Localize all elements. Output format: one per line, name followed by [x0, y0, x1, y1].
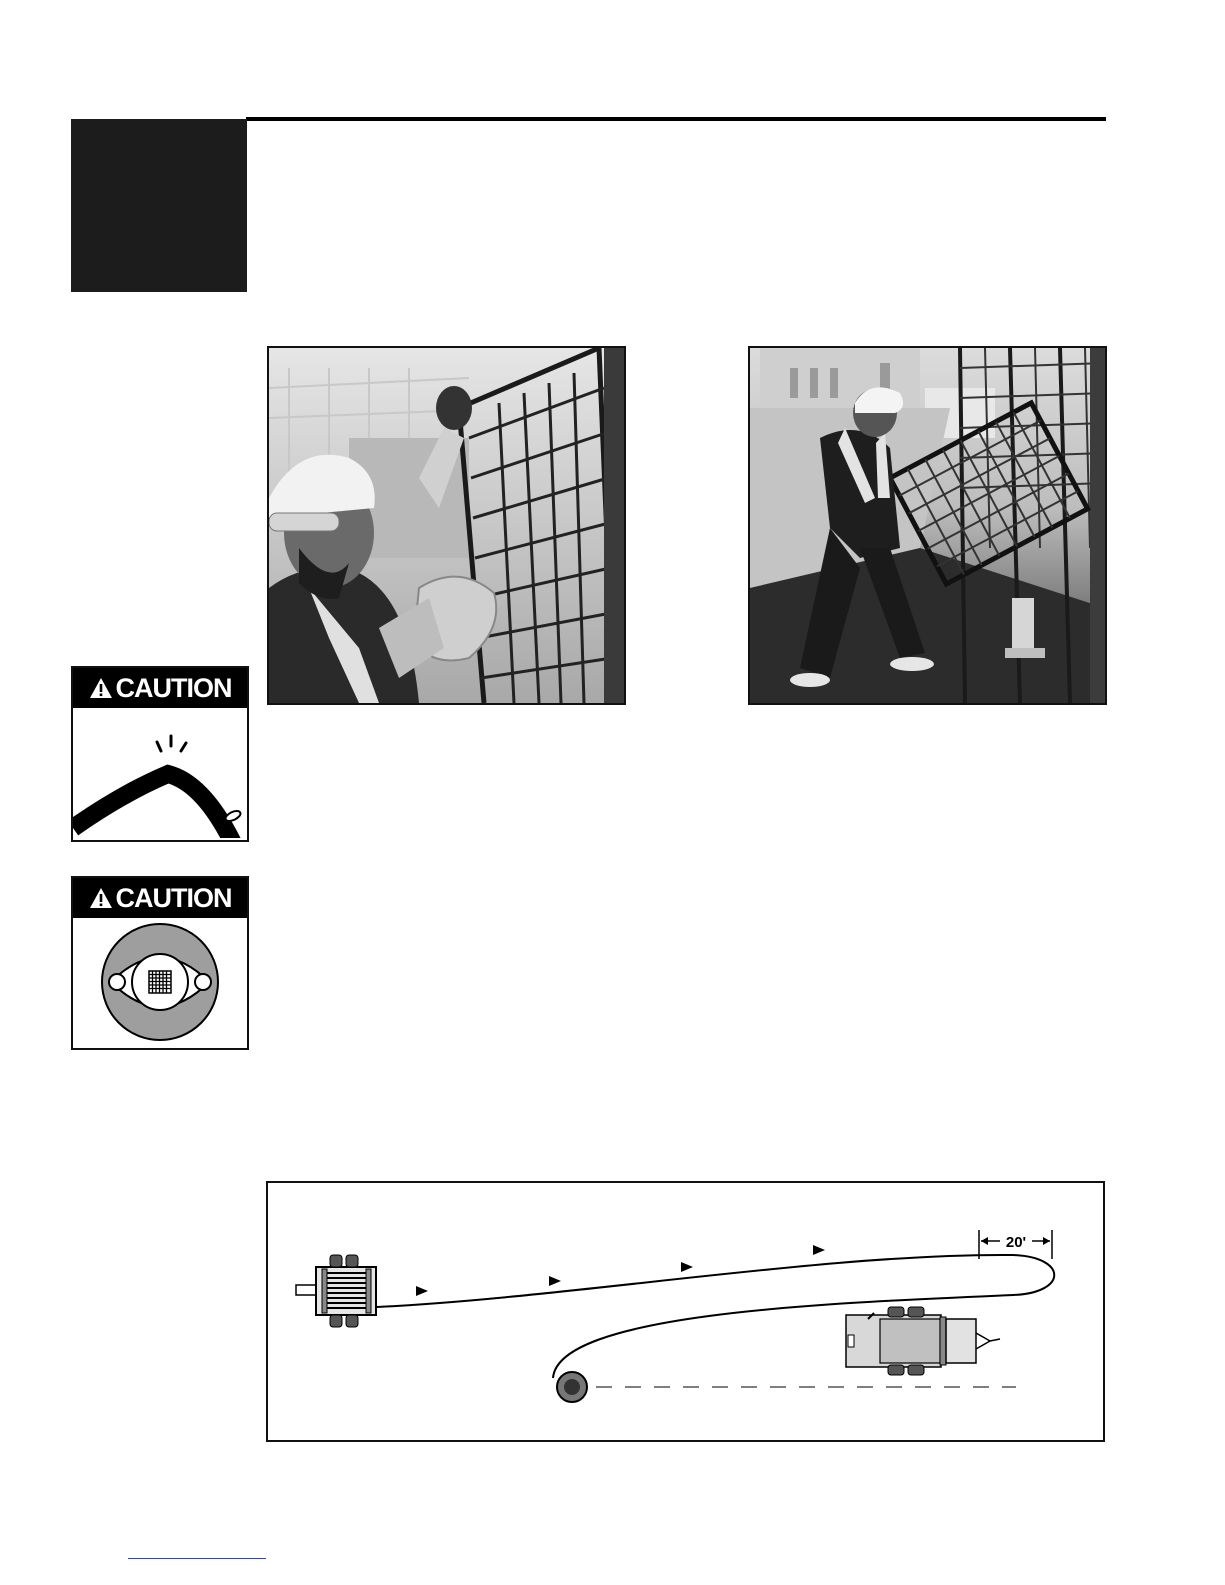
caution-label: CAUTION: [115, 672, 232, 703]
caution-sign-kinked-hose: [71, 666, 249, 842]
caution-header: [73, 878, 247, 918]
footer-link-underline[interactable]: [128, 1558, 266, 1559]
hose-reel-end-icon: [73, 918, 247, 1046]
hose-reel-icon: [296, 1255, 376, 1327]
warning-triangle-icon: [89, 887, 113, 909]
distance-label: 20': [1005, 1234, 1027, 1251]
hose-end-icon: [557, 1372, 587, 1402]
caution-sign-hose-end: [71, 876, 249, 1050]
section-tab: [71, 119, 247, 292]
warning-triangle-icon: [89, 677, 113, 699]
hose-layout-diagram: [266, 1181, 1105, 1442]
top-rule: [246, 117, 1106, 121]
vehicle-icon: [846, 1307, 1000, 1375]
caution-label: CAUTION: [115, 882, 232, 913]
photo-worker-latching-gate: [267, 346, 626, 705]
caution-header: [73, 668, 247, 708]
kinked-hose-icon: [73, 708, 247, 838]
photo-worker-lowering-gate: [748, 346, 1107, 705]
